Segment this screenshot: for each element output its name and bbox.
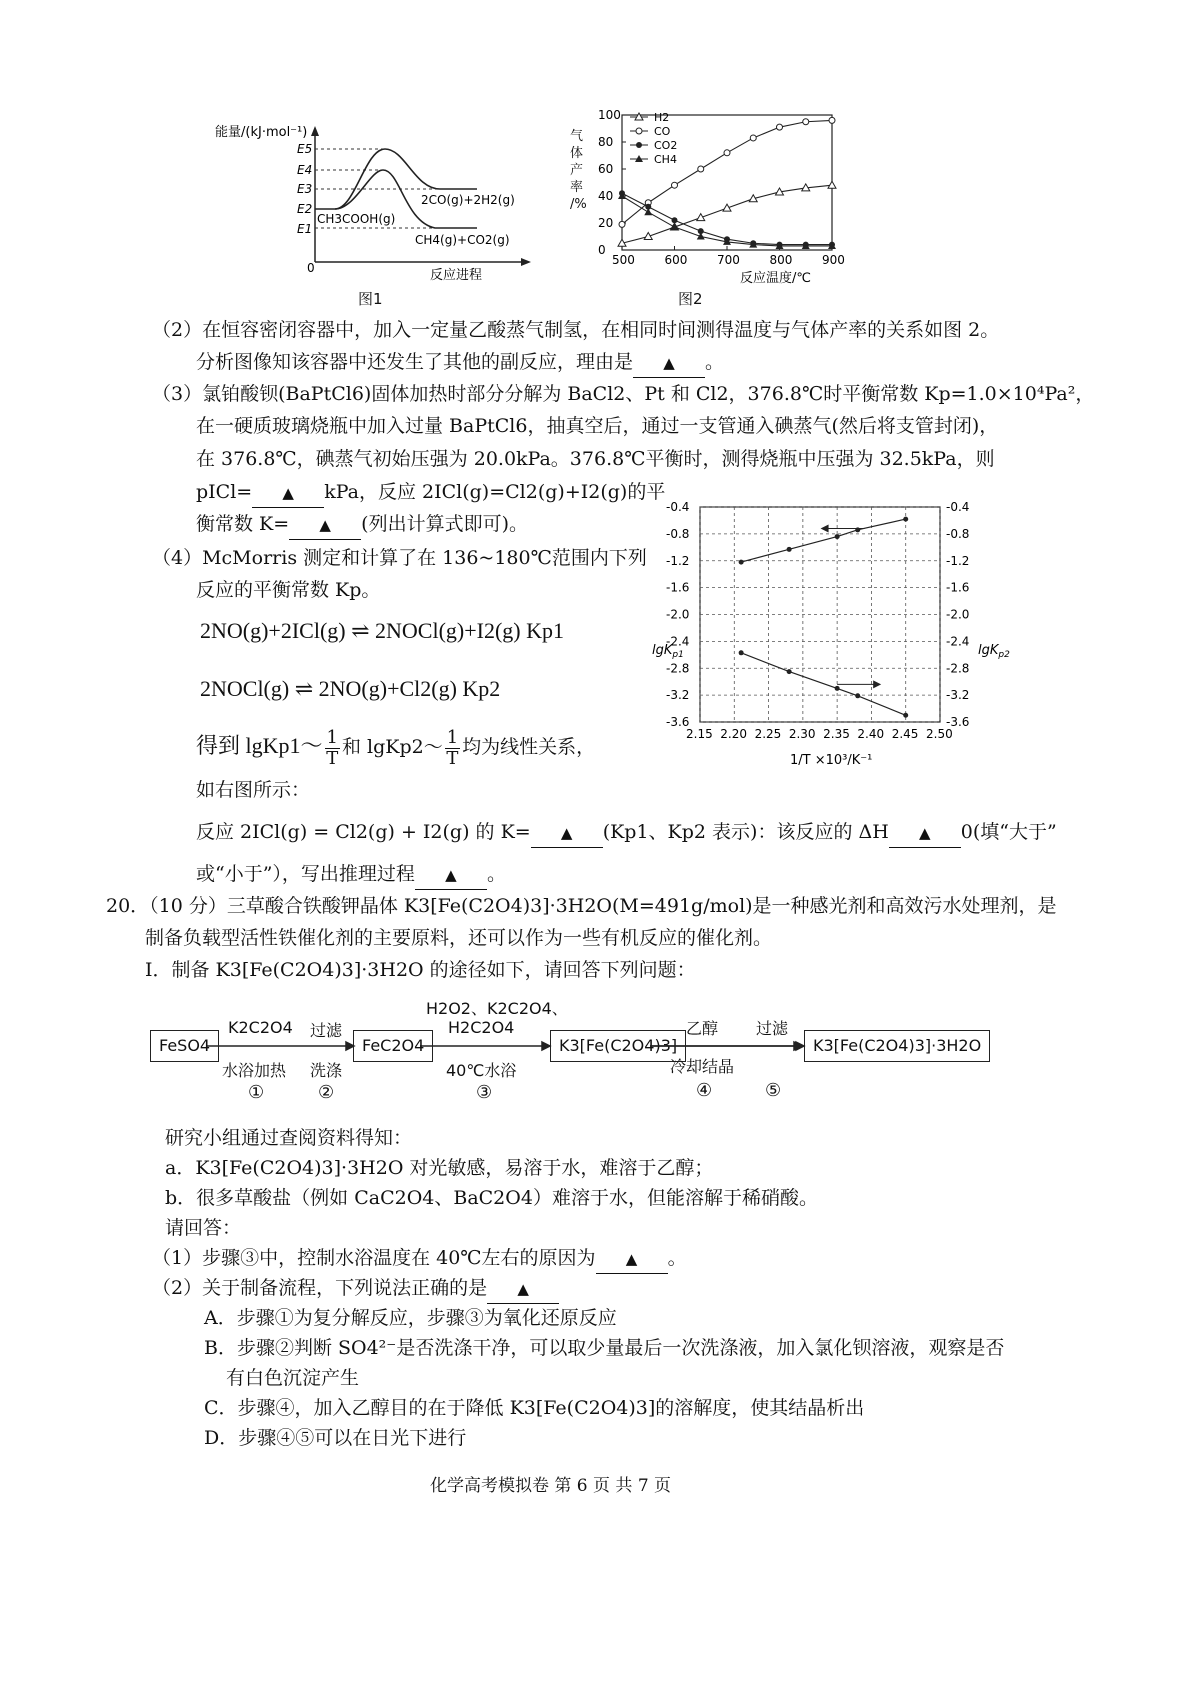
fig3-ylabel-right: lgK$_{p2}$ (978, 643, 1010, 660)
fig1-xlabel: 反应进程 (430, 268, 483, 283)
q2-line1: （2）在恒容密闭容器中，加入一定量乙酸蒸气制氢，在相同时间测得温度与气体产率的关系如图 2。 (152, 319, 1000, 341)
flow-box-fec2o4: FeC2O4 (353, 1030, 433, 1062)
sub2-line: （2）关于制备流程，下列说法正确的是 ▲ (152, 1274, 559, 1304)
fig2-x-tick-label: 800 (769, 253, 793, 267)
fig3-y-tick-label-right: -0.4 (946, 500, 970, 514)
flow-reagent-1: K2C2O4 (228, 1018, 293, 1037)
answer-blank[interactable]: ▲ (633, 348, 705, 378)
fig2-y-tick-label: 20 (598, 216, 614, 230)
fig2-x-tick-label: 700 (717, 253, 740, 267)
fig1-origin: 0 (307, 261, 315, 275)
fig2-data-point (644, 208, 652, 215)
option-A: A．步骤①为复分解反应，步骤③为氧化还原反应 (204, 1307, 617, 1329)
flow-step-3: ③ (476, 1082, 493, 1103)
q3-line5: 衡常数 K= ▲ (列出计算式即可)。 (196, 510, 528, 540)
fig3-data-point (739, 560, 744, 565)
option-B-line1: B．步骤②判断 SO4²⁻是否洗涤干净，可以取少量最后一次洗涤液，加入氯化钡溶液，观察是否 (204, 1337, 1005, 1359)
fig3-y-tick-label-left: -1.2 (666, 553, 690, 568)
info-line1: 研究小组通过查阅资料得知： (165, 1127, 413, 1149)
fig3-y-tick-label-right: -1.2 (946, 553, 970, 568)
fig3-y-tick-label-right: -1.6 (946, 580, 970, 595)
flow-step-4: ④ (696, 1080, 713, 1101)
fig2-series-line-H2 (622, 185, 832, 243)
answer-blank[interactable]: ▲ (252, 478, 324, 508)
fig3-y-tick-label-left: -1.6 (666, 580, 690, 595)
fig3-x-tick-label: 2.35 (823, 727, 850, 741)
answer-blank[interactable]: ▲ (289, 510, 361, 540)
q4-line5: 反应 2ICl(g) = Cl2(g) + I2(g) 的 K= ▲ (Kp1、Kp2 表示)：该反应的 ΔH ▲ 0(填“大于” (196, 818, 1057, 848)
figure-2-yield-chart (562, 100, 862, 290)
fig3-data-point (787, 547, 792, 552)
flow-step-2: ② (318, 1082, 335, 1103)
fig2-data-point (829, 117, 835, 123)
fig3-y-tick-label-left: -2.8 (666, 661, 690, 676)
fig2-data-point (750, 135, 756, 141)
fig3-data-point (855, 693, 860, 698)
fig2-data-point (672, 182, 678, 188)
fig3-y-tick-label-left: -3.6 (666, 715, 690, 729)
fig2-x-tick-label: 900 (822, 253, 845, 267)
fig2-legend-label: CO2 (654, 139, 678, 152)
fig1-label-product2: CH4(g)+CO2(g) (415, 233, 510, 247)
flow-reagent-3a: H2O2、K2C2O4、 (426, 999, 568, 1018)
flow-condition-4: 冷却结晶 (670, 1057, 735, 1076)
fig2-y-tick-label: 0 (598, 243, 606, 257)
fig3-series-line-lgKp1 (741, 519, 906, 562)
fig3-data-point (903, 517, 908, 522)
answer-blank[interactable]: ▲ (415, 860, 487, 890)
flow-reagent-5: 过滤 (756, 1019, 789, 1038)
fig3-x-tick-label: 2.45 (891, 727, 919, 741)
fig3-y-tick-label-right: -0.8 (946, 526, 970, 541)
q3-line1: （3）氯铂酸钡(BaPtCl6)固体加热时部分分解为 BaCl2、Pt 和 Cl2，376.8℃时平衡常数 Kp=1.0×10⁴Pa²， (152, 383, 1095, 405)
fraction-1-over-T: $\frac{1}{T}$ (326, 726, 339, 769)
fig3-arrow-kp2-head (873, 680, 881, 688)
flow-condition-3: 40℃水浴 (446, 1061, 517, 1080)
fig2-y-tick-label: 100 (598, 108, 621, 122)
figure-3-lgK-chart (650, 492, 1020, 782)
fig3-y-tick-label-left: -3.2 (666, 688, 690, 703)
fig2-data-point (828, 181, 836, 188)
q4-equation1: 2NO(g)+2ICl(g) ⇌ 2NOCl(g)+I2(g) Kp1 (200, 618, 565, 643)
flow-condition-2: 洗涤 (310, 1061, 343, 1080)
fig3-series-line-lgKp2 (741, 653, 906, 715)
fig3-x-tick-label: 2.20 (720, 727, 748, 741)
fig3-x-tick-label: 2.50 (926, 727, 953, 741)
flow-box-k3fe: K3[Fe(C2O4)3] (550, 1030, 686, 1062)
info-line4: 请回答： (165, 1217, 242, 1239)
fig1-label-product1: 2CO(g)+2H2(g) (421, 193, 515, 207)
fig3-data-point (739, 650, 744, 655)
fig2-legend-label: CO (654, 125, 671, 138)
q2-line2: 分析图像知该容器中还发生了其他的副反应，理由是 ▲ 。 (196, 348, 724, 378)
info-line3: b．很多草酸盐（例如 CaC2O4、BaC2O4）难溶于水，但能溶解于稀硝酸。 (165, 1187, 818, 1209)
sub1-line: （1）步骤③中，控制水浴温度在 40℃左右的原因为 ▲ 。 (152, 1244, 687, 1274)
fig2-data-point (636, 142, 642, 148)
fig3-x-tick-label: 2.40 (857, 727, 885, 741)
fig1-level-E4: E4 (297, 163, 313, 177)
flow-reagent-3b: H2C2O4 (448, 1018, 515, 1037)
option-B-line2: 有白色沉淀产生 (226, 1367, 360, 1389)
flow-box-product: K3[Fe(C2O4)3]·3H2O (804, 1030, 990, 1062)
fig1-level-E3: E3 (297, 182, 313, 196)
figure-1-energy-diagram (215, 122, 535, 292)
flow-reagent-4: 乙醇 (686, 1019, 719, 1038)
q20-line2: 制备负载型活性铁催化剂的主要原料，还可以作为一些有机反应的催化剂。 (145, 927, 773, 949)
q4-line2: 反应的平衡常数 Kp。 (196, 579, 381, 601)
fig2-data-point (672, 217, 678, 223)
fig1-level-E1: E1 (297, 222, 313, 236)
fig2-caption: 图2 (678, 290, 703, 308)
fig2-data-point (636, 128, 642, 134)
fig1-ylabel: 能量/(kJ·mol⁻¹) (215, 125, 308, 140)
fig2-xlabel: 反应温度/℃ (740, 271, 811, 286)
fig2-legend-label: CH4 (654, 153, 677, 166)
q4-line3: 得到 lgKp1～ $\frac{1}{T}$ 和 lgKp2～ $\frac{1}{T}$ 均为线性关系， (196, 726, 596, 769)
fig2-ylabel-vertical: 气 体 产 率 /% (570, 129, 587, 212)
fig3-data-point (903, 713, 908, 718)
flow-step-5: ⑤ (765, 1080, 782, 1101)
answer-blank[interactable]: ▲ (531, 818, 603, 848)
option-C: C．步骤④，加入乙醇目的在于降低 K3[Fe(C2O4)3]的溶解度，使其结晶析出 (204, 1397, 865, 1419)
fig1-caption: 图1 (358, 290, 383, 308)
fig3-x-tick-label: 2.15 (686, 727, 713, 741)
fig3-arrow-kp1-head (821, 525, 829, 533)
q4-line4: 如右图所示： (196, 779, 311, 801)
option-D: D．步骤④⑤可以在日光下进行 (204, 1427, 467, 1449)
answer-blank[interactable]: ▲ (487, 1274, 559, 1304)
fig2-legend (630, 111, 677, 166)
fig3-y-tick-label-left: -0.8 (666, 526, 690, 541)
fraction-1-over-T: $\frac{1}{T}$ (446, 726, 459, 769)
answer-blank[interactable]: ▲ (889, 818, 961, 848)
fig2-data-point (619, 221, 625, 227)
fig2-data-point (777, 124, 783, 130)
page-footer: 化学高考模拟卷 第 6 页 共 7 页 (430, 1476, 672, 1496)
fig3-data-point (835, 686, 840, 691)
q20-line3: I．制备 K3[Fe(C2O4)3]·3H2O 的途径如下，请回答下列问题： (145, 959, 696, 981)
fig3-ylabel-left: lgK$_{p1}$ (652, 643, 684, 660)
answer-blank[interactable]: ▲ (596, 1244, 668, 1274)
fig2-data-point (698, 166, 704, 172)
q3-line3: 在 376.8℃，碘蒸气初始压强为 20.0kPa。376.8℃平衡时，测得烧瓶中压强为 32.5kPa，则 (196, 448, 995, 470)
fig3-y-tick-label-right: -2.4 (946, 634, 970, 649)
fig3-x-tick-label: 2.25 (754, 727, 782, 741)
flow-box-feso4: FeSO4 (150, 1030, 219, 1062)
q3-line2: 在一硬质玻璃烧瓶中加入过量 BaPtCl6，抽真空后，通过一支管通入碘蒸气(然后将支管封闭)， (196, 415, 999, 437)
q20-line1: 20．（10 分）三草酸合铁酸钾晶体 K3[Fe(C2O4)3]·3H2O(M=491g/mol)是一种感光剂和高效污水处理剂，是 (106, 895, 1057, 917)
fig3-xlabel: 1/T ×10³/K⁻¹ (790, 753, 873, 768)
flow-step-1: ① (248, 1082, 265, 1103)
fig1-level-E2: E2 (297, 202, 313, 216)
fig1-label-reactant: CH3COOH(g) (317, 212, 396, 226)
fig2-y-tick-label: 60 (598, 162, 614, 176)
q3-line4: pICl= ▲ kPa，反应 2ICl(g)=Cl2(g)+I2(g)的平 (196, 478, 665, 508)
fig3-y-tick-label-right: -2.0 (946, 607, 970, 622)
fig1-level-E5: E5 (297, 142, 313, 156)
fig3-x-tick-label: 2.30 (788, 727, 816, 741)
fig3-y-tick-label-left: -2.0 (666, 607, 690, 622)
flow-condition-1: 水浴加热 (222, 1061, 287, 1080)
fig2-legend-label: H2 (654, 111, 670, 124)
fig3-y-tick-label-right: -3.2 (946, 688, 970, 703)
flow-reagent-2: 过滤 (310, 1021, 343, 1040)
fig3-y-tick-label-left: -0.4 (666, 500, 690, 514)
q4-line1: （4）McMorris 测定和计算了在 136~180℃范围内下列 (152, 547, 647, 569)
fig2-data-point (724, 150, 730, 156)
fig3-data-point (787, 669, 792, 674)
fig3-y-tick-label-right: -2.8 (946, 661, 970, 676)
info-line2: a．K3[Fe(C2O4)3]·3H2O 对光敏感，易溶于水，难溶于乙醇； (165, 1157, 714, 1179)
fig2-y-tick-label: 80 (598, 135, 614, 149)
fig3-y-tick-label-left: -2.4 (666, 634, 690, 649)
flow-arrows-2 (650, 1030, 810, 1060)
q4-line6: 或“小于”），写出推理过程 ▲ 。 (196, 860, 506, 890)
fig2-data-point (803, 119, 809, 125)
fig2-x-tick-label: 600 (664, 253, 688, 267)
q4-equation2: 2NOCl(g) ⇌ 2NO(g)+Cl2(g) Kp2 (200, 676, 501, 701)
fig3-data-point (835, 534, 840, 539)
fig2-x-tick-label: 500 (612, 253, 635, 267)
fig3-y-tick-label-right: -3.6 (946, 715, 970, 729)
fig2-y-tick-label: 40 (598, 189, 614, 203)
